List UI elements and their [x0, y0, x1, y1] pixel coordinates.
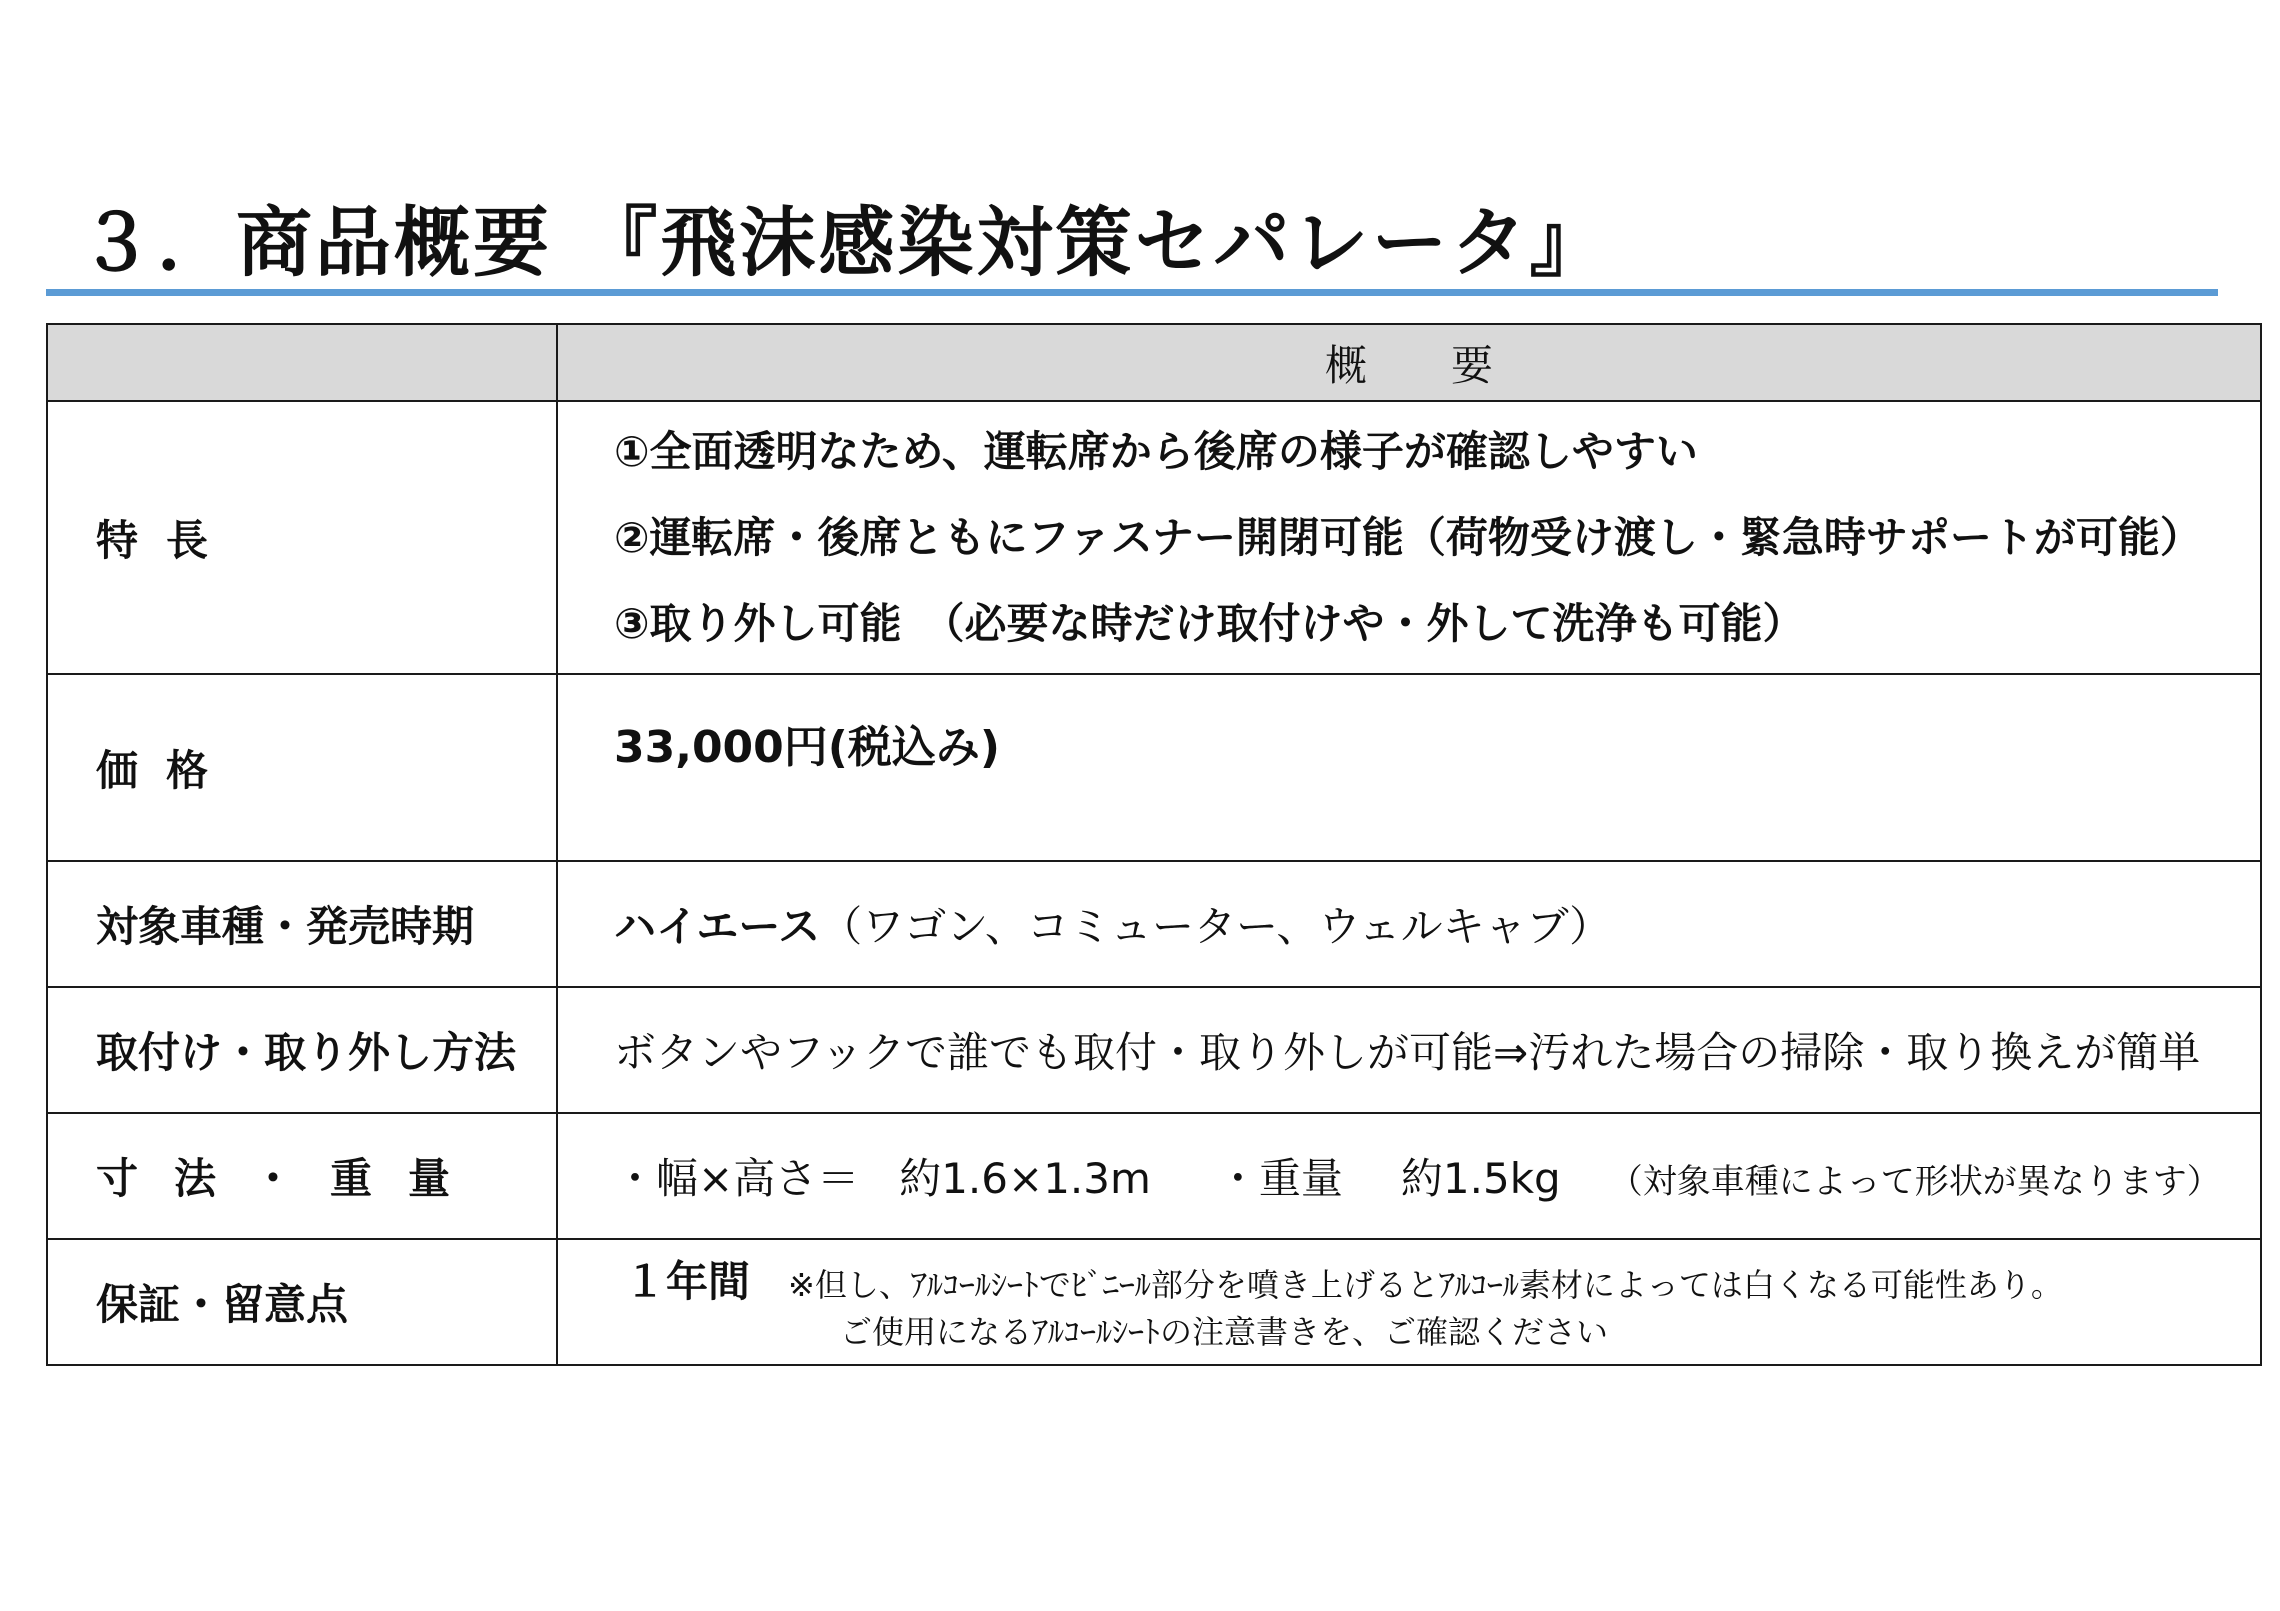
models-variants: （ワゴン、コミューター、ウェルキャブ）: [820, 902, 1612, 951]
dimensions-cell: [557, 1113, 2261, 1239]
table-row-dimensions: [47, 1113, 2261, 1239]
price-value: 33,000円(税込み): [614, 722, 1001, 773]
table-header-row: [47, 324, 2261, 401]
row-label-warranty: 保証・留意点: [47, 1239, 557, 1365]
dimensions-note: （対象車種によって形状が異なります）: [1608, 1162, 2221, 1202]
models-main: ハイエース: [614, 902, 821, 951]
table-row-price: [47, 674, 2261, 861]
feature-item-1: ①全面透明なため、運転席から後席の様子が確認しやすい: [614, 426, 1698, 476]
feature-item-2: ②運転席・後席ともにファスナー開閉可能（荷物受け渡し・緊急時サポートが可能）: [614, 512, 2202, 562]
row-label-features: 特長: [47, 401, 557, 674]
warranty-note-line1: ※但し、ｱﾙｺｰﾙｼｰﾄでﾋﾞﾆｰﾙ部分を噴き上げるとｱﾙｺｰﾙ素材によっては白くなる可能性あり。: [788, 1266, 2063, 1304]
row-label-install: 取付け・取り外し方法: [47, 987, 557, 1113]
features-list: [557, 401, 2261, 674]
price-cell: [557, 674, 2261, 861]
table-row-warranty: [47, 1239, 2261, 1365]
table-row-install: [47, 987, 2261, 1113]
page-title: ３．商品概要 『飛沫感染対策セパレータ』: [78, 198, 1609, 287]
install-value: ボタンやフックで誰でも取付・取り外しが可能⇒汚れた場合の掃除・取り換えが簡単: [557, 987, 2261, 1113]
models-cell: [557, 861, 2261, 987]
table-row-features: [47, 401, 2261, 674]
header-overview-cell: [557, 324, 2261, 401]
warranty-note-line2: ご使用になるｱﾙｺｰﾙｼｰﾄの注意書きを、ご確認ください: [840, 1313, 1609, 1351]
title-underline: [46, 289, 2218, 296]
feature-item-3: ③取り外し可能 （必要な時だけ取付けや・外して洗浄も可能）: [614, 598, 1805, 648]
weight-value: 約1.5kg: [1400, 1154, 1561, 1203]
table-row-models: [47, 861, 2261, 987]
row-label-dimensions: 寸法・重量: [47, 1113, 557, 1239]
product-overview-table: [46, 323, 2262, 1366]
warranty-period: １年間: [624, 1257, 751, 1306]
row-label-price: 価格: [47, 674, 557, 861]
row-label-models: 対象車種・発売時期: [47, 861, 557, 987]
header-empty-cell: [47, 324, 557, 401]
size-label: ・幅×高さ＝: [614, 1154, 860, 1203]
warranty-cell: [557, 1239, 2261, 1365]
header-overview-label: 概 要: [1324, 340, 1493, 390]
weight-label: ・重量: [1216, 1154, 1343, 1203]
size-value: 約1.6×1.3m: [899, 1154, 1151, 1203]
